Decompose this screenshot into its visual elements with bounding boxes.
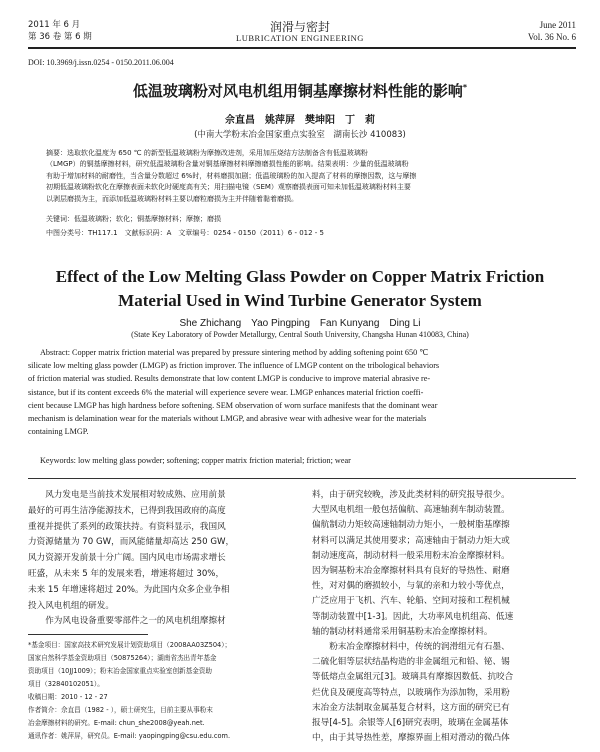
body-line: 轴的制动材料通常采用铜基粉末冶金摩擦材料。 <box>312 626 493 637</box>
body-line: 大型风电机组一般包括偏航、高速轴刹车制动装置。 <box>312 505 510 516</box>
footnote-line: 收稿日期：2010 - 12 - 27 <box>28 693 108 701</box>
classification-cn: 中图分类号：TH117.1 文献标识码：A 文章编号：0254 - 0150（2011）6 - 012 - 5 <box>46 229 325 237</box>
body-line: 性，对对偶的磨损较小，与氧的亲和力较小等优点， <box>312 581 510 592</box>
header-volume-cn: 第 36 卷 第 6 期 <box>28 32 92 42</box>
header-date-cn: 2011 年 6 月 <box>28 20 81 30</box>
body-line: 未来 15 年增速将超过 20%。为此国内众多企业争相 <box>28 584 230 595</box>
body-line: 末冶金方法制取金属基复合材料，这方面的研究已有 <box>312 702 510 713</box>
footnote-line: 项目（32840102051）。 <box>28 680 104 688</box>
body-line: 最好的可再生洁净能源技术，已得到我国政府的高度 <box>28 505 226 516</box>
body-line: 制动速度高，制动材料一般采用粉末冶金摩擦材料。 <box>312 550 510 561</box>
body-line: 作为风电设备重要零部件之一的风电机组摩擦材 <box>28 616 226 627</box>
authors-cn: 佘直昌 姚萍屏 樊坤阳 丁 莉 <box>225 115 375 126</box>
abstract-en-line: Abstract: Copper matrix friction material was prepared by pressure sintering method by adding softening point 650 ℃ <box>40 348 429 357</box>
abstract-cn-line: 摘要：选取软化温度为 650 ℃ 的新型低温玻璃粉为摩擦改进剂，采用加压烧结方法制备含有低温玻璃粉 <box>46 149 368 157</box>
affiliation-cn: (中南大学粉末冶金国家重点实验室 湖南长沙 410083) <box>194 130 406 140</box>
authors-en: She Zhichang Yao Pingping Fan Kunyang Ding Li <box>179 318 421 329</box>
abstract-en-line: containing LMGP. <box>28 427 89 437</box>
body-line: 粉末冶金摩擦材料中，传统的润滑组元有石墨、 <box>312 642 510 653</box>
affiliation-en: (State Key Laboratory of Powder Metallurgy, Central South University, Changsha Hunan 410083, China) <box>131 330 469 339</box>
title-cn-text: 低温玻璃粉对风电机组用铜基摩擦材料性能的影响 <box>132 82 463 100</box>
footnote-line: 通讯作者：姚萍屏，研究员。E-mail: yaopingping@csu.edu.com. <box>28 732 231 740</box>
title-en <box>0 265 600 313</box>
keywords-cn: 关键词：低温玻璃粉；软化；铜基摩擦材料；摩擦；磨损 <box>46 215 221 223</box>
abstract-en-line: cient because LMGP has high hardness before softening. SEM observation of worn surface manifests that the dominant wear <box>28 400 438 410</box>
title-en-line: Effect of the Low Melting Glass Powder on Copper Matrix Friction <box>55 267 545 286</box>
abstract-en-line: of friction material was studied. Results demonstrate that low content LMGP is conducive to improve material abrasive re- <box>28 374 431 384</box>
footnotes <box>28 639 298 743</box>
footnote-line: *基金项目：国家高技术研究发展计划资助项目（2008AA03Z504）； <box>28 641 232 649</box>
journal-title-en: LUBRICATION ENGINEERING <box>236 33 364 43</box>
abstract-cn-line: （LMGP）的铜基摩擦材料，研究低温玻璃粉含量对铜基摩擦材料摩擦磨损性能的影响。结果表明：少量的低温玻璃粉 <box>46 160 409 169</box>
title-cn <box>0 80 600 101</box>
body-line: 等低熔点金属组元[3]。玻璃具有摩擦因数低、抗咬合 <box>312 672 514 683</box>
section-divider <box>28 478 576 479</box>
body-line: 材料可以满足其使用要求；高速轴由于制动力矩大或 <box>312 535 510 546</box>
body-line: 料，由于研究较晚，涉及此类材料的研究报导很少。 <box>312 490 510 500</box>
abstract-en <box>28 346 578 438</box>
body-line: 偏航制动力矩较高速轴制动力矩小，一般树脂基摩擦 <box>312 520 510 531</box>
body-line: 旺盛，从未来 5 年的发展来看，增速将超过 30%， <box>28 568 225 579</box>
abstract-en-line: mechanism is delamination wear for the materials without LMGP, and abrasive wear with adhesive wear for the materials <box>28 414 427 424</box>
body-left-column <box>28 488 296 630</box>
body-line: 风力发电是当前技术发展相对较成熟、应用前景 <box>28 490 226 500</box>
body-right-column <box>312 488 580 746</box>
abstract-cn-line: 以剥层磨损为主，而添加低温玻璃粉材料主要以磨粒磨损为主并伴随着黏着磨损。 <box>46 194 298 203</box>
header-rule <box>28 47 576 49</box>
footnote-line: 冶金摩擦材料的研究。E-mail: chun_she2008@yeah.net. <box>28 719 205 727</box>
body-line: 烂优良及硬度高等特点，以玻璃作为添加物，采用粉 <box>312 687 510 698</box>
body-line: 力资源储量为 70 GW，而风能储量却高达 250 GW， <box>28 537 235 548</box>
footnote-line: 资助项目（10JJ1009）；粉末冶金国家重点实验室创新基金资助 <box>28 667 213 675</box>
title-footnote-mark: * <box>462 83 468 92</box>
header-volume-en: Vol. 36 No. 6 <box>527 32 576 42</box>
body-line: 二硫化钼等层状结晶构造的非金属组元和铅、铋、锡 <box>312 657 510 668</box>
abstract-cn-line: 有助于增加材料的耐磨性，当含量分数超过 6%时，材料磨损加剧；低温玻璃粉的加入提高了材料的摩擦因数，这与摩擦 <box>46 171 417 180</box>
body-line: 广泛应用于飞机、汽车、轮船、空间对接和工程机械 <box>312 596 510 607</box>
title-en-line: Material Used in Wind Turbine Generator System <box>118 291 482 310</box>
footnote-line: 国家自然科学基金资助项目（50875264）；湖南省杰出青年基金 <box>28 654 217 662</box>
body-line: 中，由于其导热性差，摩擦界面上相对滑动的微凸体 <box>312 733 510 744</box>
abstract-cn-line: 初期低温玻璃粉软化在摩擦表面未软化时硬度高有关；用扫描电镜（SEM）观察磨损表面可知未加低温玻璃粉材料主要 <box>46 183 411 192</box>
keywords-en: Keywords: low melting glass powder; softening; copper matrix friction material; friction; wear <box>40 456 351 465</box>
doi: DOI: 10.3969/j.issn.0254 - 0150.2011.06.004 <box>28 58 174 67</box>
body-line: 因为铜基粉末冶金摩擦材料具有良好的导热性、耐磨 <box>312 566 510 577</box>
body-line: 报导[4-5]。余银等人[6]研究表明，玻璃在金属基体 <box>312 718 509 729</box>
footnote-rule <box>28 634 148 635</box>
body-line: 等制动装置中[1-3]。因此，大功率风电机组高、低速 <box>312 611 514 622</box>
journal-title-cn: 润滑与密封 <box>269 20 330 34</box>
header-date-en: June 2011 <box>539 20 576 30</box>
abstract-cn <box>46 148 566 205</box>
body-line: 投入风电机组的研发。 <box>28 600 114 611</box>
abstract-en-line: silicate low melting glass powder (LMGP) as friction improver. The influence of LMGP content on the tribological behaviors <box>28 361 440 371</box>
body-line: 风力资源开发前景十分广阔。国内风电市场需求增长 <box>28 553 226 564</box>
body-line: 重视并提供了系列的政策扶持。有资料显示，我国风 <box>28 521 226 532</box>
abstract-en-line: sistance, but if its content exceeds 6% the material will experience severe wear. LMGP enhances material friction coeffi- <box>28 387 424 397</box>
footnote-line: 作者简介：佘直昌（1982 - ），硕士研究生，目前主要从事粉末 <box>28 706 213 714</box>
